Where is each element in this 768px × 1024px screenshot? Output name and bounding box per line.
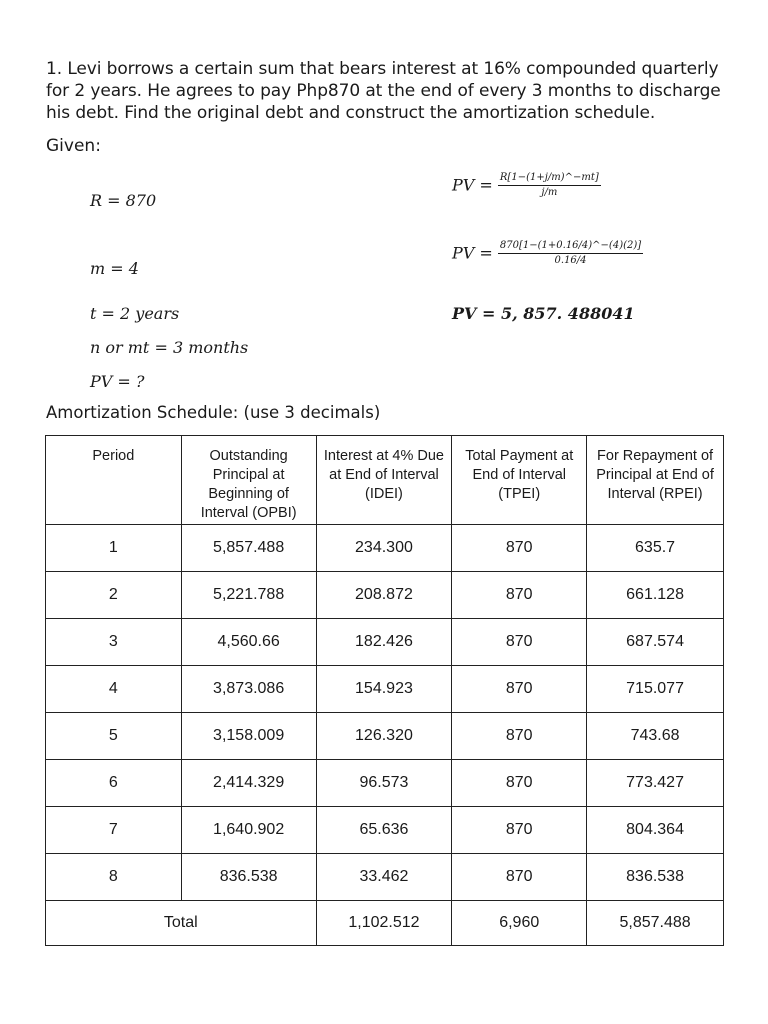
formula-general-fraction [498,172,601,198]
formula-substituted [452,240,643,266]
given-t [90,304,179,323]
problem-line-2: for 2 years. He agrees to pay Php870 at the end of every 3 months to discharge [46,81,721,101]
cell-rpei: 715.077 [587,666,724,713]
cell-opbi: 5,221.788 [181,572,316,619]
formula-general [452,172,601,198]
cell-rpei: 661.128 [587,572,724,619]
given-m [90,259,139,278]
table-row [46,807,724,854]
formula-general-denominator: j/m [541,187,558,198]
formula-general-numerator: R[1−(1+j/m)^−mt] [498,172,601,186]
header-idei: Interest at 4% Due at End of Interval (IDEI) [316,436,452,525]
cell-idei: 154.923 [316,666,452,713]
cell-idei: 33.462 [316,854,452,901]
cell-tpei: 870 [452,666,587,713]
formula-general-lhs: PV = [452,175,493,195]
cell-period: 5 [46,713,182,760]
problem-line-1: 1. Levi borrows a certain sum that bears interest at 16% compounded quarterly [46,59,719,79]
cell-opbi: 1,640.902 [181,807,316,854]
cell-period: 1 [46,525,182,572]
cell-period: 3 [46,619,182,666]
formula-substituted-fraction [498,240,643,266]
given-r-text: R = 870 [90,191,157,210]
cell-opbi: 5,857.488 [181,525,316,572]
total-payment: 6,960 [452,901,587,946]
cell-opbi: 4,560.66 [181,619,316,666]
formula-substituted-numerator: 870[1−(1+0.16/4)^−(4)(2)] [498,240,643,254]
cell-idei: 96.573 [316,760,452,807]
given-label: Given: [46,136,101,156]
table-row [46,760,724,807]
cell-idei: 65.636 [316,807,452,854]
table-row [46,525,724,572]
cell-period: 2 [46,572,182,619]
table-row [46,854,724,901]
total-principal: 5,857.488 [587,901,724,946]
cell-opbi: 3,158.009 [181,713,316,760]
formula-substituted-denominator: 0.16/4 [554,255,587,266]
given-n [90,338,248,357]
cell-rpei: 804.364 [587,807,724,854]
total-interest: 1,102.512 [316,901,452,946]
cell-tpei: 870 [452,760,587,807]
problem-line-3: his debt. Find the original debt and construct the amortization schedule. [46,103,656,123]
total-label: Total [46,901,317,946]
table-row [46,666,724,713]
formula-substituted-lhs: PV = [452,243,493,263]
cell-rpei: 836.538 [587,854,724,901]
cell-period: 7 [46,807,182,854]
header-period: Period [46,436,182,525]
cell-rpei: 743.68 [587,713,724,760]
given-t-var: t = 2 [90,304,131,323]
table-row [46,619,724,666]
pv-result: PV = 5, 857. 488041 [452,304,635,323]
cell-rpei: 687.574 [587,619,724,666]
given-n-text: n or mt = 3 months [90,338,249,357]
cell-period: 6 [46,760,182,807]
given-t-unit: years [135,304,180,323]
cell-opbi: 3,873.086 [181,666,316,713]
cell-idei: 234.300 [316,525,452,572]
table-row [46,572,724,619]
cell-tpei: 870 [452,572,587,619]
problem-statement [46,58,736,124]
given-pv [90,372,144,391]
cell-idei: 208.872 [316,572,452,619]
cell-tpei: 870 [452,807,587,854]
given-m-text: m = 4 [90,259,139,278]
cell-tpei: 870 [452,525,587,572]
cell-idei: 182.426 [316,619,452,666]
cell-opbi: 2,414.329 [181,760,316,807]
cell-tpei: 870 [452,713,587,760]
header-opbi: Outstanding Principal at Beginning of Interval (OPBI) [181,436,316,525]
cell-rpei: 773.427 [587,760,724,807]
cell-period: 8 [46,854,182,901]
amortization-table [45,435,724,946]
given-r [90,191,156,210]
cell-tpei: 870 [452,619,587,666]
cell-rpei: 635.7 [587,525,724,572]
cell-tpei: 870 [452,854,587,901]
table-total-row [46,901,724,946]
given-pv-text: PV = ? [90,372,145,391]
cell-period: 4 [46,666,182,713]
header-rpei: For Repayment of Principal at End of Interval (RPEI) [587,436,724,525]
table-header-row [46,436,724,525]
cell-idei: 126.320 [316,713,452,760]
header-tpei: Total Payment at End of Interval (TPEI) [452,436,587,525]
cell-opbi: 836.538 [181,854,316,901]
schedule-label: Amortization Schedule: (use 3 decimals) [46,403,381,422]
table-row [46,713,724,760]
